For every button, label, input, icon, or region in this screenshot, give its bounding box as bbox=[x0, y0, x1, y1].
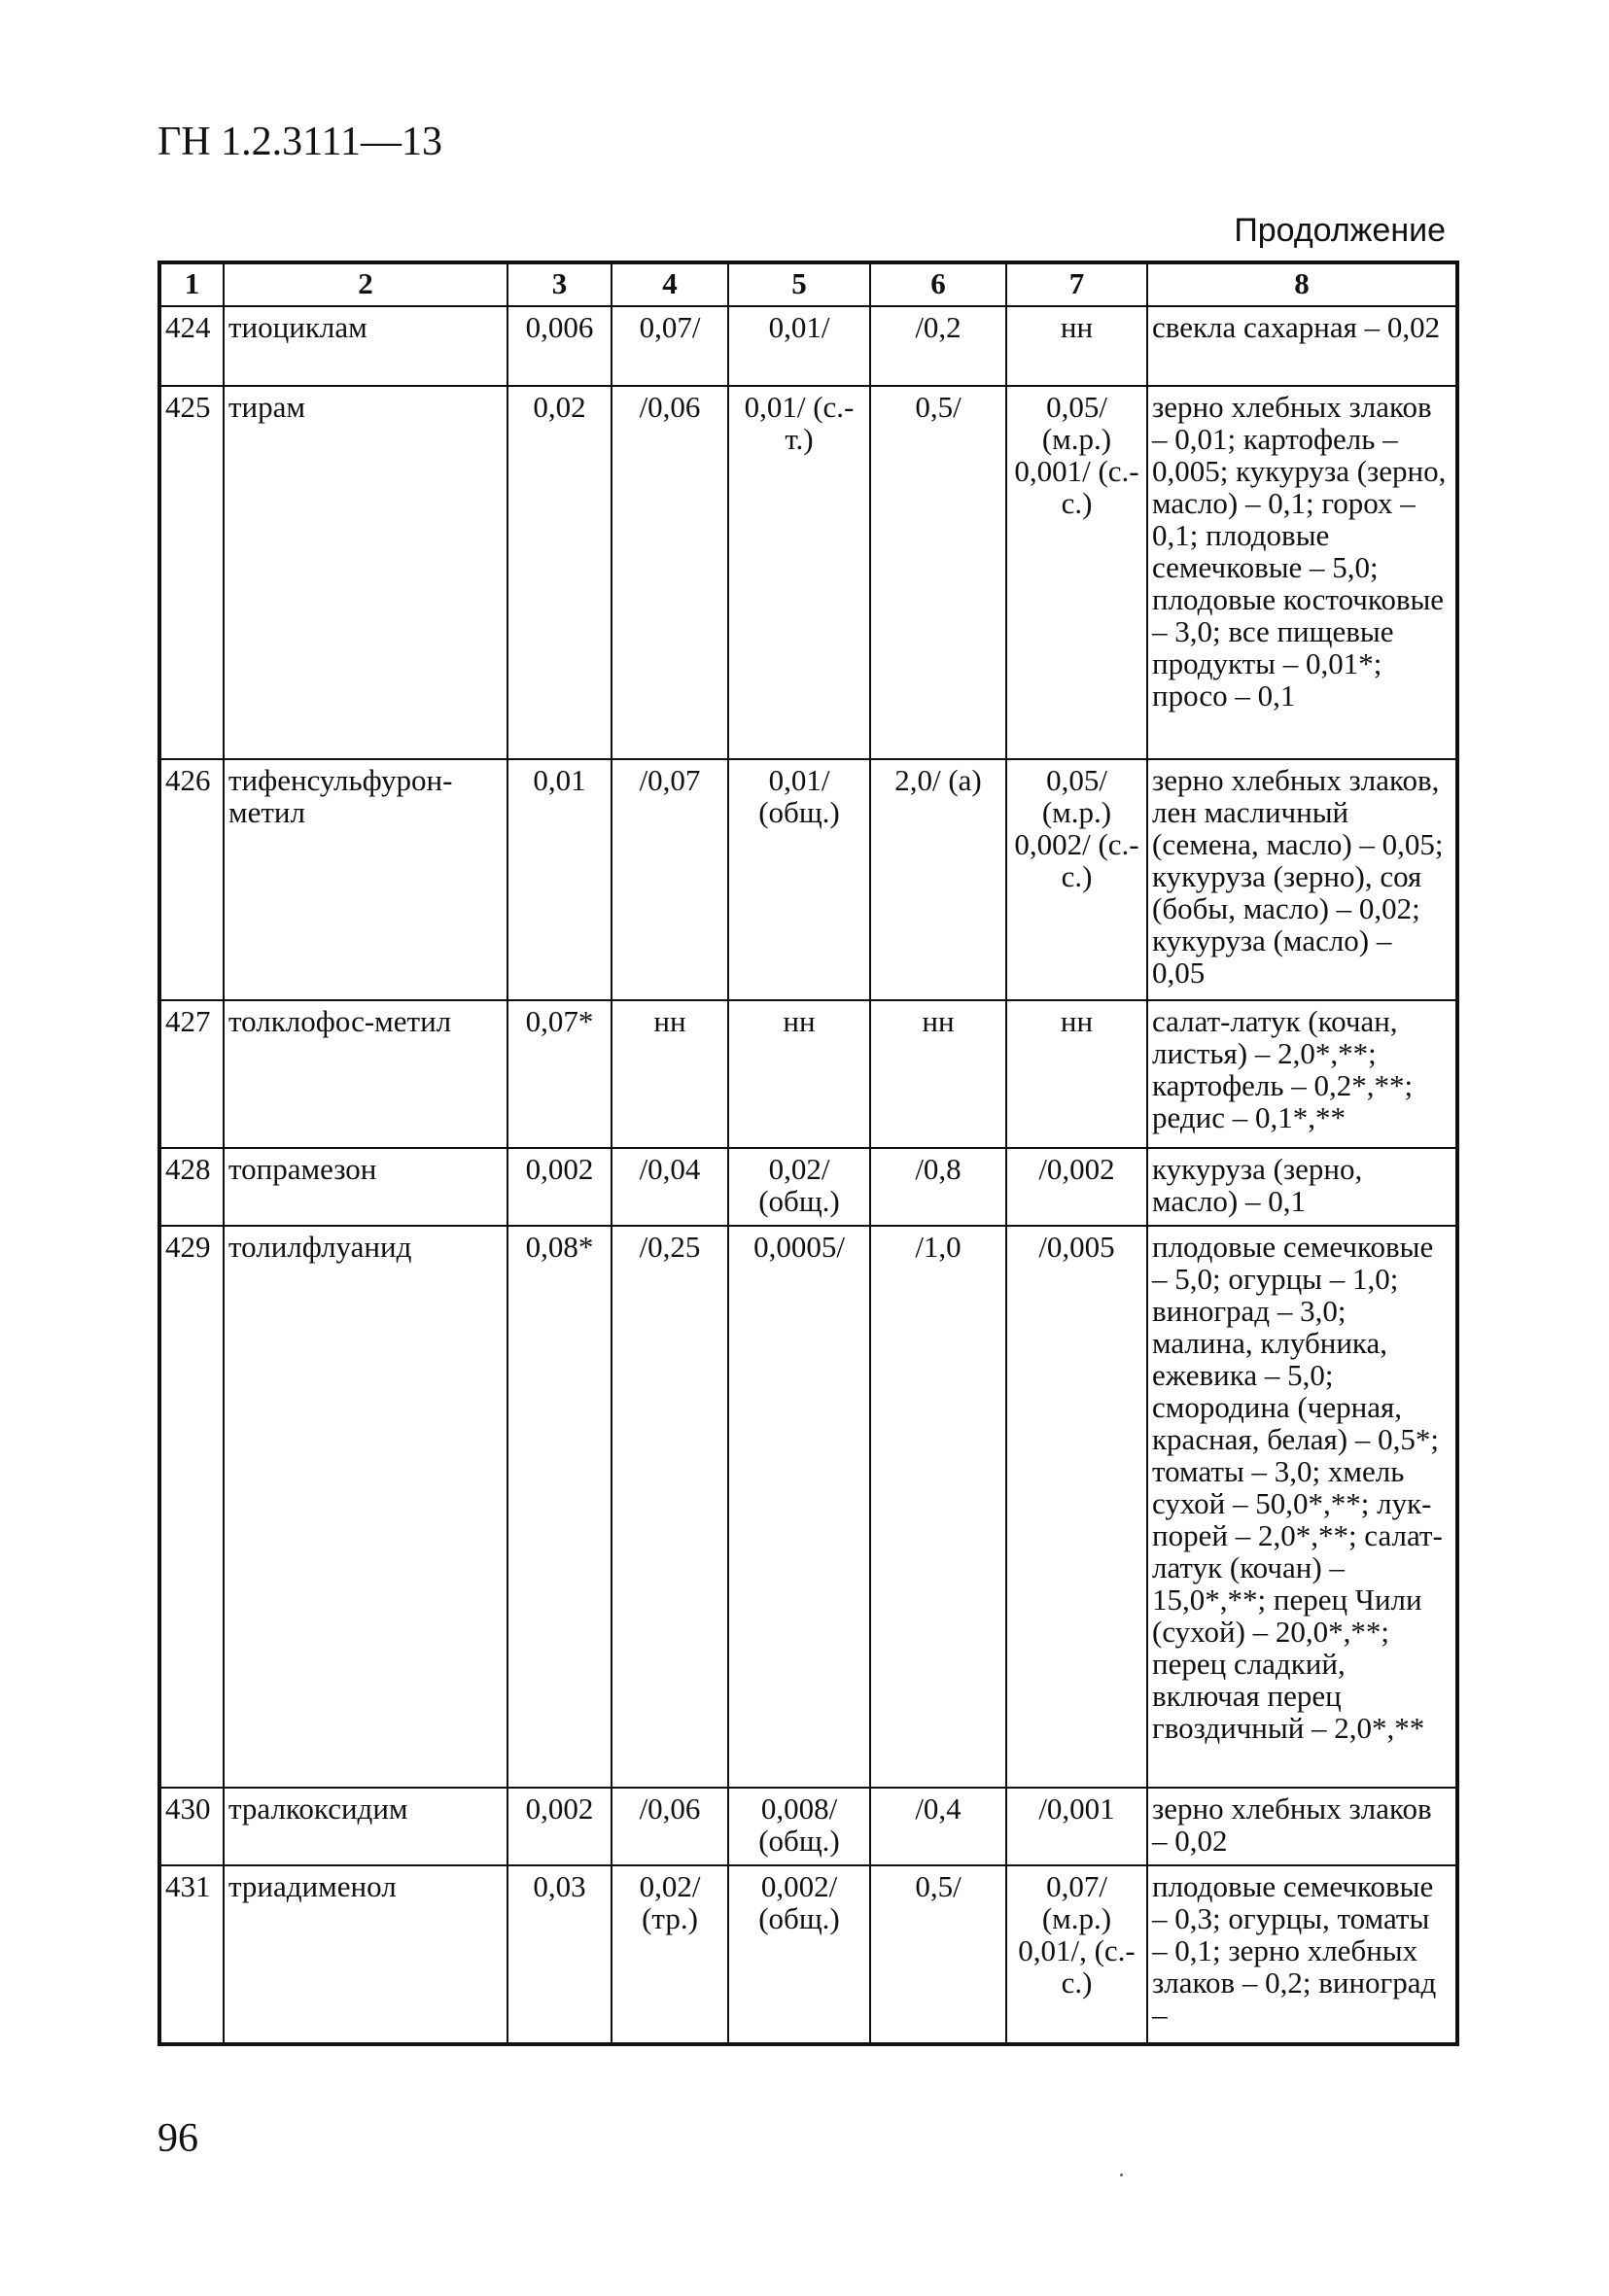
cell-col5: нн bbox=[728, 1000, 870, 1148]
table-row bbox=[159, 759, 1457, 1000]
cell-col3: 0,002 bbox=[507, 1788, 612, 1865]
cell-col6: 2,0/ (а) bbox=[870, 759, 1006, 1000]
cell-col5: 0,01/ (с.-т.) bbox=[728, 386, 870, 759]
cell-col6: /0,4 bbox=[870, 1788, 1006, 1865]
cell-notes: зерно хлебных злаков – 0,02 bbox=[1147, 1788, 1457, 1865]
substance-name: тралкоксидим bbox=[224, 1788, 507, 1865]
cell-col5: 0,002/ (общ.) bbox=[728, 1865, 870, 2044]
cell-col6: /0,2 bbox=[870, 306, 1006, 386]
column-header: 4 bbox=[612, 262, 728, 306]
row-number: 424 bbox=[159, 306, 224, 386]
table-row bbox=[159, 1865, 1457, 2044]
row-number: 425 bbox=[159, 386, 224, 759]
cell-col7: нн bbox=[1006, 1000, 1147, 1148]
cell-col3: 0,002 bbox=[507, 1148, 612, 1226]
column-header: 7 bbox=[1006, 262, 1147, 306]
cell-col6: /1,0 bbox=[870, 1226, 1006, 1788]
table-row bbox=[159, 1226, 1457, 1788]
cell-col7: /0,001 bbox=[1006, 1788, 1147, 1865]
cell-col5: 0,01/ bbox=[728, 306, 870, 386]
column-header: 1 bbox=[159, 262, 224, 306]
cell-notes: зерно хлебных злаков, лен масличный (семена, масло) – 0,05; кукуруза (зерно), соя (бобы, масло) – 0,02; кукуруза (масло) – 0,05 bbox=[1147, 759, 1457, 1000]
cell-col5: 0,008/ (общ.) bbox=[728, 1788, 870, 1865]
scan-speck bbox=[1120, 2174, 1123, 2176]
cell-notes: свекла сахарная – 0,02 bbox=[1147, 306, 1457, 386]
cell-col3: 0,03 bbox=[507, 1865, 612, 2044]
cell-col7: /0,002 bbox=[1006, 1148, 1147, 1226]
cell-col4: /0,25 bbox=[612, 1226, 728, 1788]
cell-col5: 0,0005/ bbox=[728, 1226, 870, 1788]
table-row bbox=[159, 1148, 1457, 1226]
column-header: 3 bbox=[507, 262, 612, 306]
cell-notes: зерно хлебных злаков – 0,01; картофель – 0,005; кукуруза (зерно, масло) – 0,1; горох – 0,1; плодовые семечковые – 5,0; плодовые косточковые – 3,0; все пищевые продукты – 0,01*; просо – 0,1 bbox=[1147, 386, 1457, 759]
cell-col6: /0,8 bbox=[870, 1148, 1006, 1226]
substance-name: триадименол bbox=[224, 1865, 507, 2044]
column-header: 6 bbox=[870, 262, 1006, 306]
table-row bbox=[159, 1000, 1457, 1148]
cell-col4: /0,04 bbox=[612, 1148, 728, 1226]
substance-name: толилфлуанид bbox=[224, 1226, 507, 1788]
cell-col7: 0,07/ (м.р.) 0,01/, (с.-с.) bbox=[1006, 1865, 1147, 2044]
table-row bbox=[159, 386, 1457, 759]
cell-notes: плодовые семечковые – 0,3; огурцы, томаты – 0,1; зерно хлебных злаков – 0,2; виноград – bbox=[1147, 1865, 1457, 2044]
cell-col7: /0,005 bbox=[1006, 1226, 1147, 1788]
hygienic-standards-table bbox=[157, 261, 1459, 2046]
cell-col4: /0,07 bbox=[612, 759, 728, 1000]
row-number: 431 bbox=[159, 1865, 224, 2044]
column-header: 5 bbox=[728, 262, 870, 306]
cell-notes: плодовые семечковые – 5,0; огурцы – 1,0; виноград – 3,0; малина, клубника, ежевика – 5,0; смородина (черная, красная, белая) – 0,5*; томаты – 3,0; хмель сухой – 50,0*,**; лук-порей – 2,0*,**; салат-латук (кочан) – 15,0*,**; перец Чили (сухой) – 20,0*,**; перец сладкий, включая перец гвоздичный – 2,0*,** bbox=[1147, 1226, 1457, 1788]
cell-col7: нн bbox=[1006, 306, 1147, 386]
row-number: 430 bbox=[159, 1788, 224, 1865]
cell-col3: 0,006 bbox=[507, 306, 612, 386]
cell-col6: 0,5/ bbox=[870, 386, 1006, 759]
substance-name: тифенсульфурон-метил bbox=[224, 759, 507, 1000]
cell-col5: 0,01/ (общ.) bbox=[728, 759, 870, 1000]
table-row bbox=[159, 306, 1457, 386]
cell-col4: 0,07/ bbox=[612, 306, 728, 386]
cell-col3: 0,07* bbox=[507, 1000, 612, 1148]
table-row bbox=[159, 1788, 1457, 1865]
cell-col4: /0,06 bbox=[612, 386, 728, 759]
cell-notes: кукуруза (зерно, масло) – 0,1 bbox=[1147, 1148, 1457, 1226]
table-header-row bbox=[159, 262, 1457, 306]
column-header: 2 bbox=[224, 262, 507, 306]
cell-col4: /0,06 bbox=[612, 1788, 728, 1865]
continuation-label: Продолжение bbox=[1234, 212, 1446, 249]
substance-name: топрамезон bbox=[224, 1148, 507, 1226]
substance-name: тиоциклам bbox=[224, 306, 507, 386]
cell-col6: нн bbox=[870, 1000, 1006, 1148]
cell-col3: 0,08* bbox=[507, 1226, 612, 1788]
substance-name: толклофос-метил bbox=[224, 1000, 507, 1148]
row-number: 426 bbox=[159, 759, 224, 1000]
cell-col7: 0,05/ (м.р.) 0,002/ (с.-с.) bbox=[1006, 759, 1147, 1000]
page-number: 96 bbox=[157, 2116, 198, 2161]
cell-col3: 0,01 bbox=[507, 759, 612, 1000]
row-number: 428 bbox=[159, 1148, 224, 1226]
row-number: 427 bbox=[159, 1000, 224, 1148]
cell-col7: 0,05/ (м.р.) 0,001/ (с.-с.) bbox=[1006, 386, 1147, 759]
cell-col5: 0,02/ (общ.) bbox=[728, 1148, 870, 1226]
cell-col4: нн bbox=[612, 1000, 728, 1148]
cell-col4: 0,02/ (тр.) bbox=[612, 1865, 728, 2044]
cell-col3: 0,02 bbox=[507, 386, 612, 759]
cell-notes: салат-латук (кочан, листья) – 2,0*,**; картофель – 0,2*,**; редис – 0,1*,** bbox=[1147, 1000, 1457, 1148]
cell-col6: 0,5/ bbox=[870, 1865, 1006, 2044]
document-code: ГН 1.2.3111—13 bbox=[157, 120, 442, 164]
column-header: 8 bbox=[1147, 262, 1457, 306]
substance-name: тирам bbox=[224, 386, 507, 759]
row-number: 429 bbox=[159, 1226, 224, 1788]
